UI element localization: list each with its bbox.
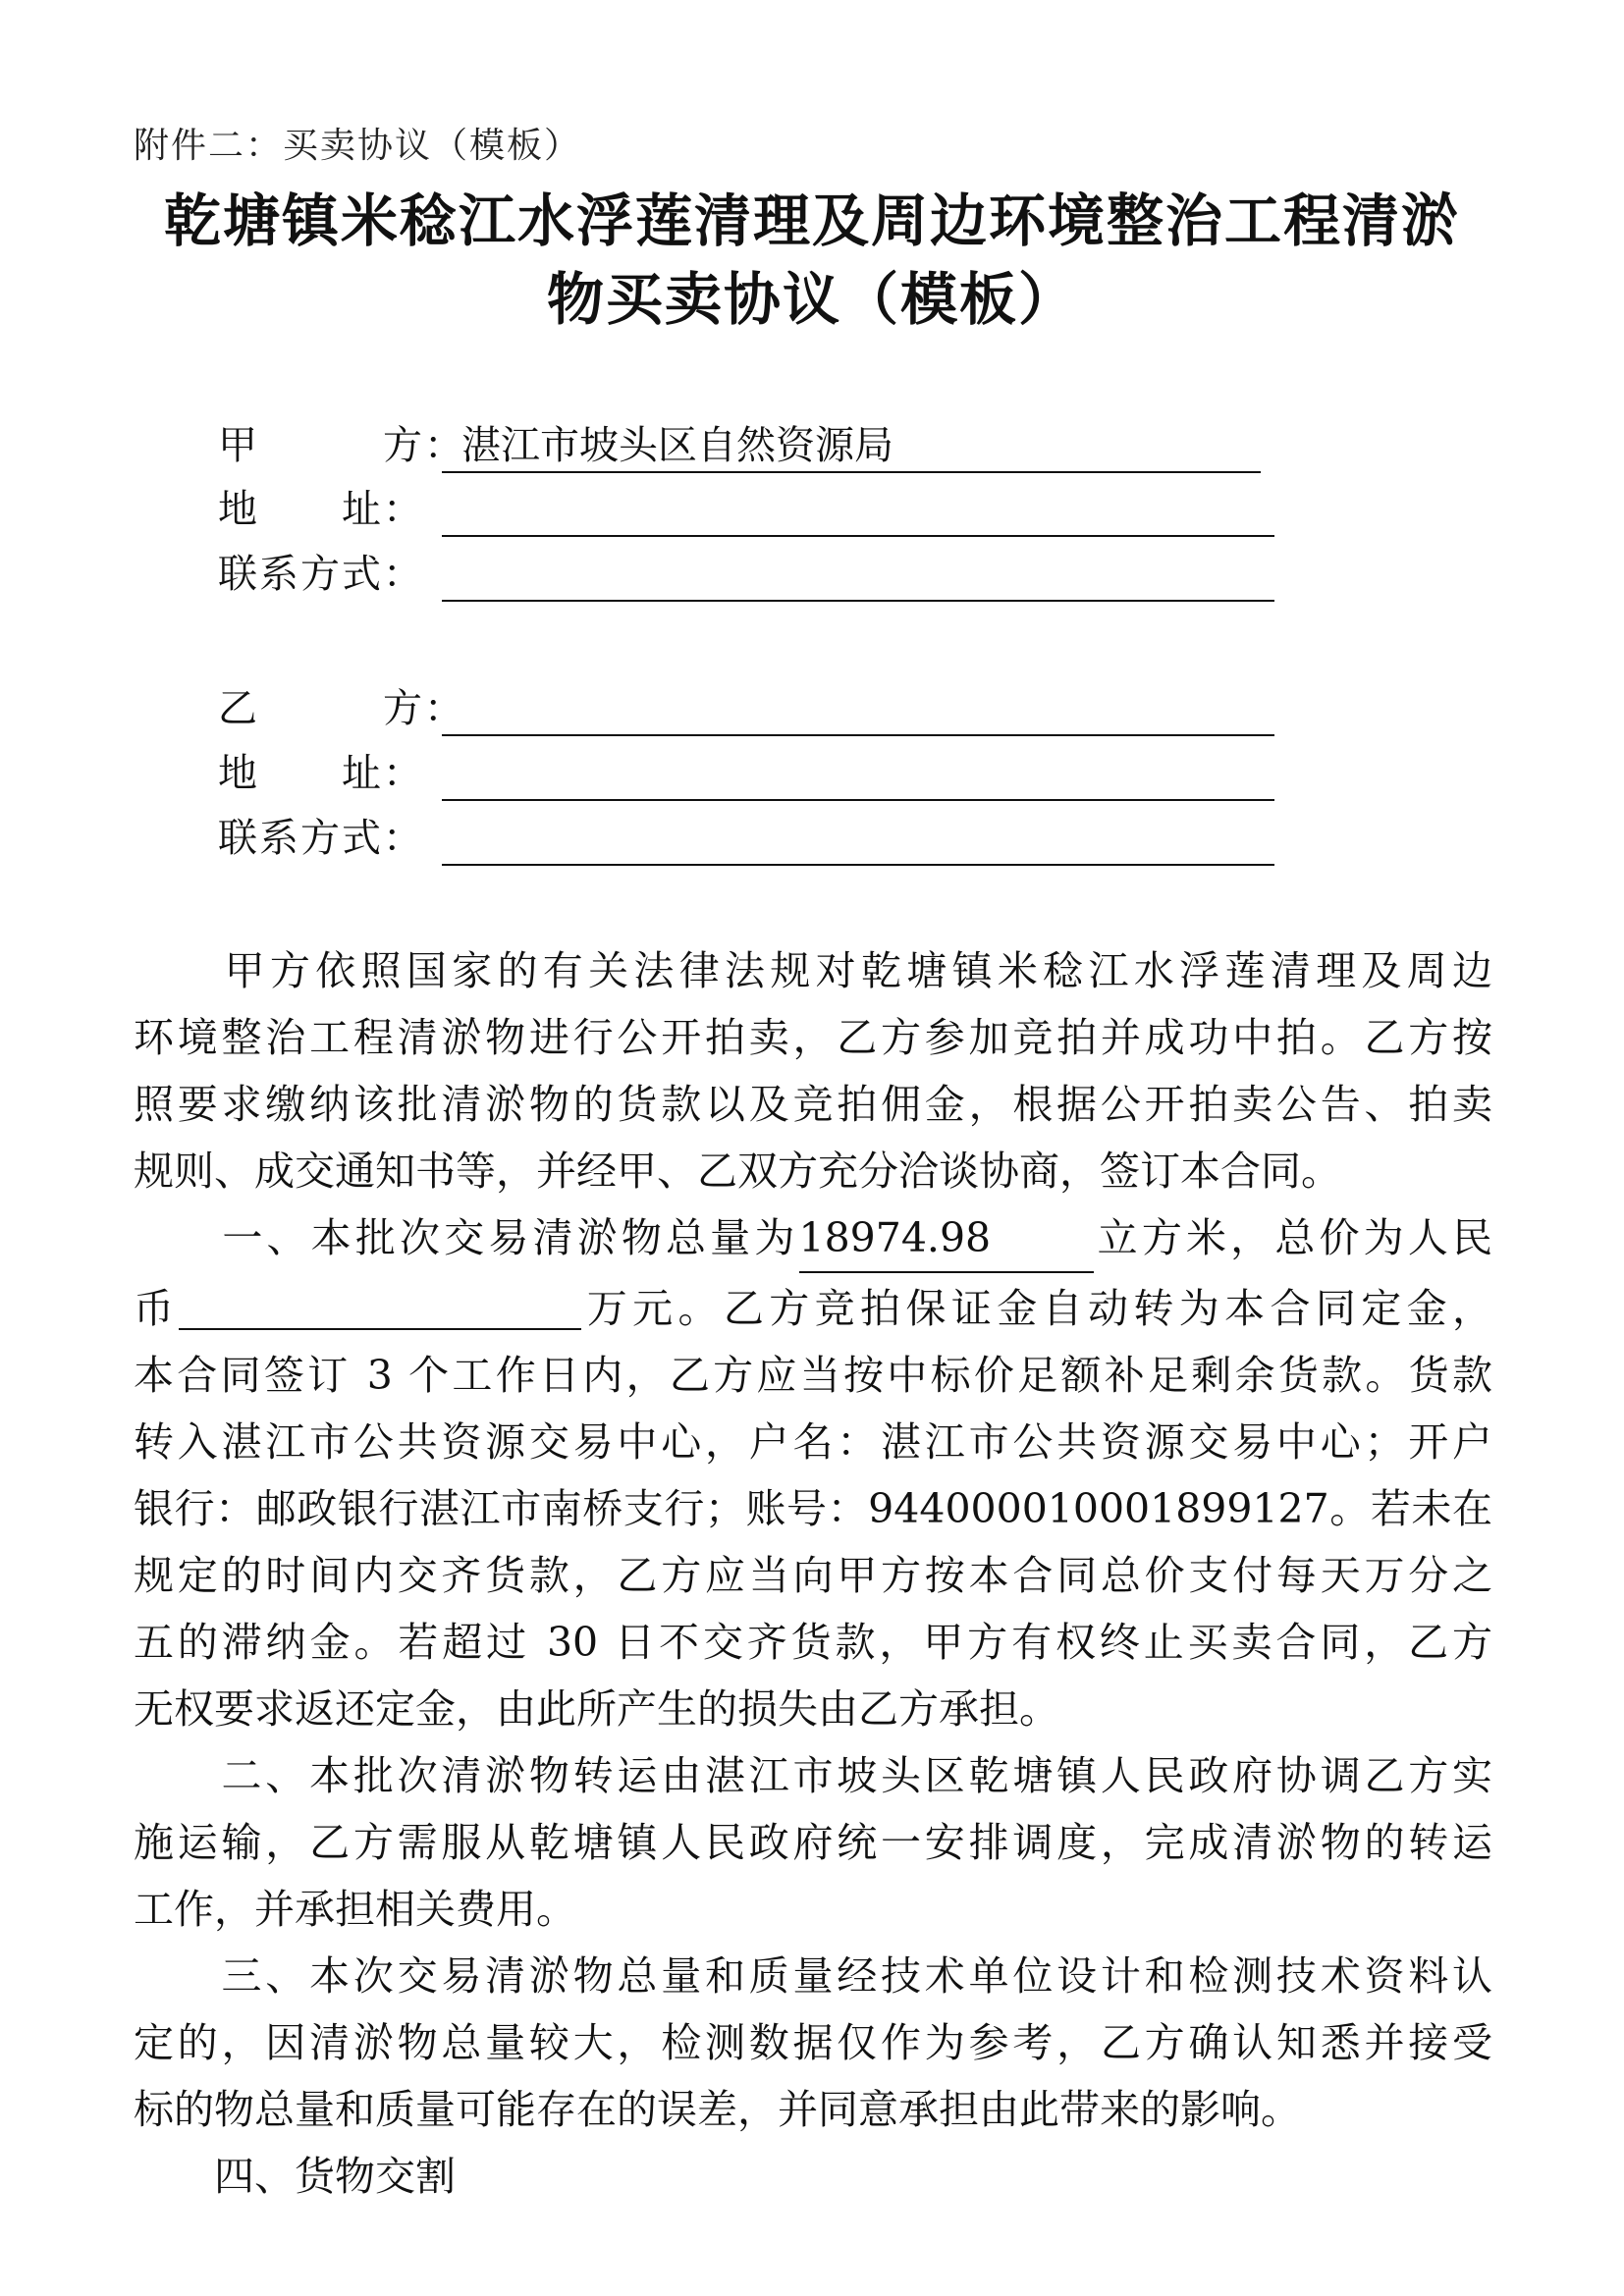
clause3-line: 标的物总量和质量可能存在的误差，并同意承担由此带来的影响。 — [134, 2086, 1301, 2133]
clause2-line: 施运输，乙方需服从乾塘镇人民政府统一安排调度，完成清淤物的转运 — [134, 1819, 1492, 1866]
intro-line: 环境整治工程清淤物进行公开拍卖，乙方参加竞拍并成功中拍。乙方按 — [134, 1014, 1492, 1061]
party-b-address-line — [442, 744, 1274, 801]
party-b-address-label: 地 址： — [218, 751, 424, 796]
clause2-line: 工作，并承担相关费用。 — [134, 1886, 576, 1933]
clause1-line: 无权要求返还定金，由此所产生的损失由乙方承担。 — [134, 1685, 1059, 1733]
clause1-price-blank — [179, 1273, 581, 1330]
document-title-line1: 乾塘镇米稔江水浮莲清理及周边环境整治工程清淤 — [163, 187, 1460, 254]
intro-line: 规则、成交通知书等，并经甲、乙双方充分洽谈协商，签订本合同。 — [134, 1148, 1341, 1195]
party-a-address-field — [218, 480, 1298, 539]
contract-body — [134, 937, 1492, 2210]
party-b-contact-field — [218, 809, 1298, 868]
party-a-name-value: 湛江市坡头区自然资源局 — [461, 423, 893, 468]
clause1-line — [134, 1204, 1492, 1273]
party-a-contact-field — [218, 545, 1298, 604]
clause1-currency: 币 — [134, 1285, 180, 1332]
party-a-name-field — [218, 416, 1298, 475]
intro-line: 照要求缴纳该批清淤物的货款以及竞拍佣金，根据公开拍卖公告、拍卖 — [134, 1081, 1492, 1128]
clause1-line: 规定的时间内交齐货款，乙方应当向甲方按本合同总价支付每天万分之 — [134, 1552, 1492, 1599]
clause1-prefix: 一、本批次交易清淤物总量为 — [134, 1214, 799, 1261]
party-a-contact-label: 联系方式： — [218, 552, 424, 597]
party-a-address-line — [442, 480, 1274, 537]
party-a-label: 甲 方： — [218, 423, 465, 468]
clause1-line — [134, 1273, 1492, 1342]
party-a-address-label: 地 址： — [218, 487, 424, 532]
intro-line: 甲方依照国家的有关法律法规对乾塘镇米稔江水浮莲清理及周边 — [134, 947, 1492, 994]
party-b-label: 乙 方： — [218, 686, 465, 731]
party-b-address-field — [218, 744, 1298, 803]
clause1-line: 银行：邮政银行湛江市南桥支行；账号：944000010001899127。若未在 — [134, 1485, 1492, 1532]
clause1-after-blank: 万元。乙方竞拍保证金自动转为本合同定金， — [581, 1285, 1493, 1332]
clause1-line: 五的滞纳金。若超过 30 日不交齐货款，甲方有权终止买卖合同，乙方 — [134, 1619, 1492, 1666]
party-b-name-field — [218, 679, 1298, 738]
clause4-heading: 四、货物交割 — [134, 2153, 456, 2200]
party-b-contact-line — [442, 809, 1274, 866]
clause1-volume: 18974.98 — [799, 1204, 1094, 1273]
party-a-contact-line — [442, 545, 1274, 602]
clause1-line: 本合同签订 3 个工作日内，乙方应当按中标价足额补足剩余货款。货款 — [134, 1352, 1492, 1399]
clause2-line: 二、本批次清淤物转运由湛江市坡头区乾塘镇人民政府协调乙方实 — [134, 1752, 1492, 1799]
clause3-line: 定的，因清淤物总量较大，检测数据仅作为参考，乙方确认知悉并接受 — [134, 2019, 1492, 2066]
party-b-contact-label: 联系方式： — [218, 816, 424, 861]
attachment-label: 附件二：买卖协议（模板） — [134, 126, 582, 166]
clause3-line: 三、本次交易清淤物总量和质量经技术单位设计和检测技术资料认 — [134, 1952, 1492, 2000]
party-b-name-line — [442, 679, 1274, 736]
document-title-line2: 物买卖协议（模板） — [546, 266, 1077, 333]
clause1-middle: 立方米，总价为人民 — [1093, 1214, 1492, 1261]
clause1-line: 转入湛江市公共资源交易中心，户名：湛江市公共资源交易中心；开户 — [134, 1418, 1492, 1466]
